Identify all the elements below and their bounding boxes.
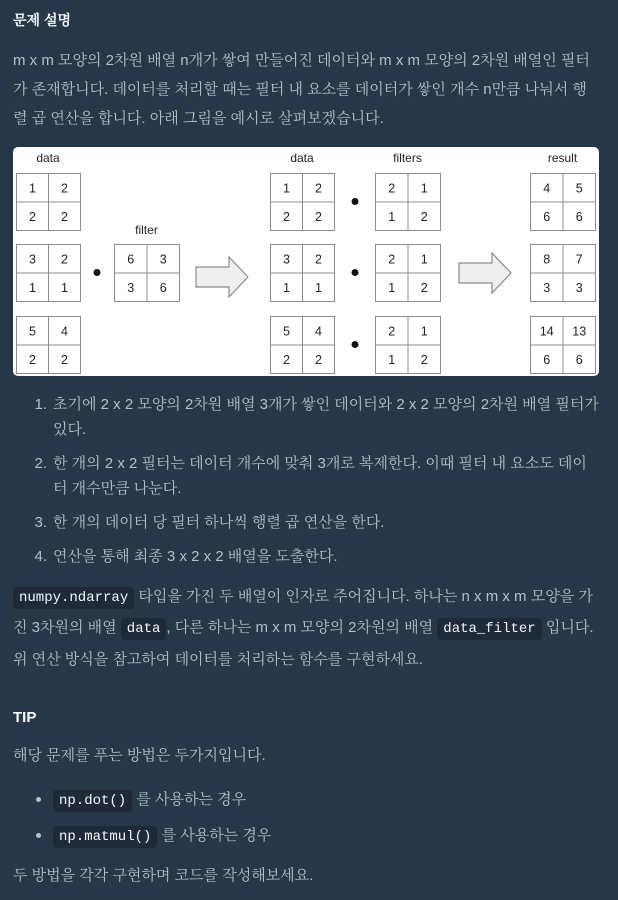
example-figure xyxy=(13,147,599,376)
methods-list xyxy=(13,787,599,850)
code-filter-argument: data_filter xyxy=(437,618,541,640)
label-input-data: data xyxy=(36,151,60,165)
matrix-cell-value: 1 xyxy=(420,181,428,196)
matrix-result-3 xyxy=(531,317,596,374)
matrix-cell-value: 6 xyxy=(127,252,135,267)
matrix-cell-value: 14 xyxy=(539,324,554,339)
matrix-cell-value: 2 xyxy=(283,352,290,367)
matrix-cell-value: 2 xyxy=(315,252,322,267)
matrix-cell-value: 3 xyxy=(159,252,167,267)
matrix-cell-value: 1 xyxy=(420,324,428,339)
description-text: , 다른 하나는 m x m 모양의 2차원의 배열 xyxy=(166,619,438,636)
matrix-cell-value: 3 xyxy=(29,252,36,267)
step-item xyxy=(13,510,599,535)
tip-intro: 해당 문제를 푸는 방법은 두가지입니다. xyxy=(13,746,266,764)
step-number: 3. xyxy=(34,514,47,531)
step-number: 1. xyxy=(34,396,47,413)
matrix-cell-value: 2 xyxy=(315,209,322,224)
matrix-stacked-data-1 xyxy=(271,174,335,231)
matrix-cell-value: 3 xyxy=(543,280,551,295)
method-text: 를 사용하는 경우 xyxy=(157,826,272,844)
matrix-cell-value: 2 xyxy=(61,352,68,367)
matrix-cell-value: 2 xyxy=(61,181,68,196)
matrix-cell-value: 1 xyxy=(388,352,396,367)
description-text: 입니다. 위 연산 방식을 참고하여 데이터를 처리하는 함수를 구현하세요. xyxy=(13,619,594,668)
method-text: 를 사용하는 경우 xyxy=(132,790,247,808)
matrix-cell-value: 6 xyxy=(543,209,551,224)
description-text: 타입을 가진 두 배열이 인자로 주어집니다. 하나는 n x m x m 모양을 가진 3차원의 배열 xyxy=(13,587,593,636)
dot-operator-icon xyxy=(352,269,359,276)
matrix-cell-value: 2 xyxy=(315,181,322,196)
method-code: np.dot() xyxy=(53,790,132,812)
matrix-cell-value: 2 xyxy=(420,352,428,367)
matrix-cell-value: 6 xyxy=(575,209,583,224)
matrix-input-data-3 xyxy=(17,317,81,374)
section-title: 문제 설명 xyxy=(13,12,71,28)
matrix-cell-value: 5 xyxy=(283,324,290,339)
label-result: result xyxy=(547,151,578,165)
matrix-cell-value: 2 xyxy=(283,209,290,224)
matrix-cell-value: 2 xyxy=(29,352,36,367)
matrix-cell-value: 3 xyxy=(283,252,290,267)
matrix-cell-value: 7 xyxy=(575,252,583,267)
matrix-stacked-filters-3 xyxy=(376,317,441,374)
matrix-cell-value: 6 xyxy=(543,352,551,367)
method-item xyxy=(13,823,599,850)
matrix-cell-value: 5 xyxy=(575,181,583,196)
input-description xyxy=(13,582,599,675)
step-item xyxy=(13,544,599,569)
matrix-cell-value: 1 xyxy=(283,181,290,196)
matrix-cell-value: 2 xyxy=(388,324,396,339)
matrix-cell-value: 2 xyxy=(315,352,322,367)
matrix-cell-value: 1 xyxy=(283,280,290,295)
matrix-cell-value: 2 xyxy=(388,181,396,196)
matrix-cell-value: 3 xyxy=(575,280,583,295)
matrix-cell-value: 1 xyxy=(29,181,36,196)
matrix-cell-value: 2 xyxy=(61,209,68,224)
matrix-input-data-1 xyxy=(17,174,81,231)
right-arrow-icon xyxy=(196,257,248,297)
code-type-name: numpy.ndarray xyxy=(13,587,134,609)
matrix-cell-value: 8 xyxy=(543,252,551,267)
label-input-filter: filter xyxy=(135,223,158,237)
outro-paragraph: 두 방법을 각각 구현하며 코드를 작성해보세요. xyxy=(13,866,314,884)
step-item xyxy=(13,392,599,442)
matrix-cell-value: 2 xyxy=(61,252,68,267)
dot-operator-icon xyxy=(352,198,359,205)
dot-operator-icon xyxy=(94,269,101,276)
intro-paragraph: m x m 모양의 2차원 배열 n개가 쌓여 만들어진 데이터와 m x m 모양의 2차원 배열인 필터가 존재합니다. 데이터를 처리할 때는 필터 내 요소를 데이터가 쌓인 개수 n만큼 나눠서 행렬 곱 연산을 합니다. 아래 그림을 예시로 살펴보겠습니다. xyxy=(13,52,590,127)
step-text: 연산을 통해 최종 3 x 2 x 2 배열을 도출한다. xyxy=(53,548,338,565)
matrix-stacked-filters-1 xyxy=(376,174,441,231)
method-code: np.matmul() xyxy=(53,826,157,848)
method-item xyxy=(13,787,599,814)
matrix-stacked-filters-2 xyxy=(376,245,441,302)
label-stacked-filters: filters xyxy=(393,151,422,165)
dot-operator-icon xyxy=(352,341,359,348)
matrix-cell-value: 6 xyxy=(575,352,583,367)
label-stacked-data: data xyxy=(290,151,314,165)
matrix-cell-value: 2 xyxy=(388,252,396,267)
matrix-cell-value: 1 xyxy=(388,209,396,224)
matrix-cell-value: 1 xyxy=(61,280,68,295)
bullet-icon xyxy=(36,797,41,802)
step-item xyxy=(13,451,599,501)
step-number: 2. xyxy=(34,455,47,472)
matrix-cell-value: 4 xyxy=(61,324,68,339)
bullet-icon xyxy=(36,833,41,838)
steps-list xyxy=(13,392,599,569)
step-text: 한 개의 2 x 2 필터는 데이터 개수에 맞춰 3개로 복제한다. 이때 필터 내 요소도 데이터 개수만큼 나눈다. xyxy=(53,455,587,497)
matrix-result-1 xyxy=(531,174,596,231)
matrix-cell-value: 3 xyxy=(127,280,135,295)
matrix-cell-value: 13 xyxy=(572,324,587,339)
code-data-argument: data xyxy=(121,618,167,640)
matrix-cell-value: 1 xyxy=(29,280,36,295)
matrix-cell-value: 2 xyxy=(420,280,428,295)
matrix-cell-value: 4 xyxy=(543,181,551,196)
matrix-stacked-data-3 xyxy=(271,317,335,374)
tip-title: TIP xyxy=(13,709,37,726)
matrix-cell-value: 2 xyxy=(420,209,428,224)
example-diagram xyxy=(13,147,599,376)
matrix-stacked-data-2 xyxy=(271,245,335,302)
matrix-result-2 xyxy=(531,245,596,302)
matrix-cell-value: 6 xyxy=(159,280,167,295)
matrix-cell-value: 2 xyxy=(29,209,36,224)
matrix-cell-value: 4 xyxy=(315,324,322,339)
step-text: 초기에 2 x 2 모양의 2차원 배열 3개가 쌓인 데이터와 2 x 2 모양의 2차원 배열 필터가 있다. xyxy=(53,396,599,438)
matrix-cell-value: 1 xyxy=(388,280,396,295)
matrix-cell-value: 1 xyxy=(420,252,428,267)
right-arrow-icon xyxy=(459,253,511,293)
matrix-cell-value: 5 xyxy=(29,324,36,339)
step-number: 4. xyxy=(34,548,47,565)
step-text: 한 개의 데이터 당 필터 하나씩 행렬 곱 연산을 한다. xyxy=(53,514,385,531)
matrix-input-data-2 xyxy=(17,245,81,302)
matrix-input-filter-1 xyxy=(115,245,180,302)
matrix-cell-value: 1 xyxy=(315,280,322,295)
